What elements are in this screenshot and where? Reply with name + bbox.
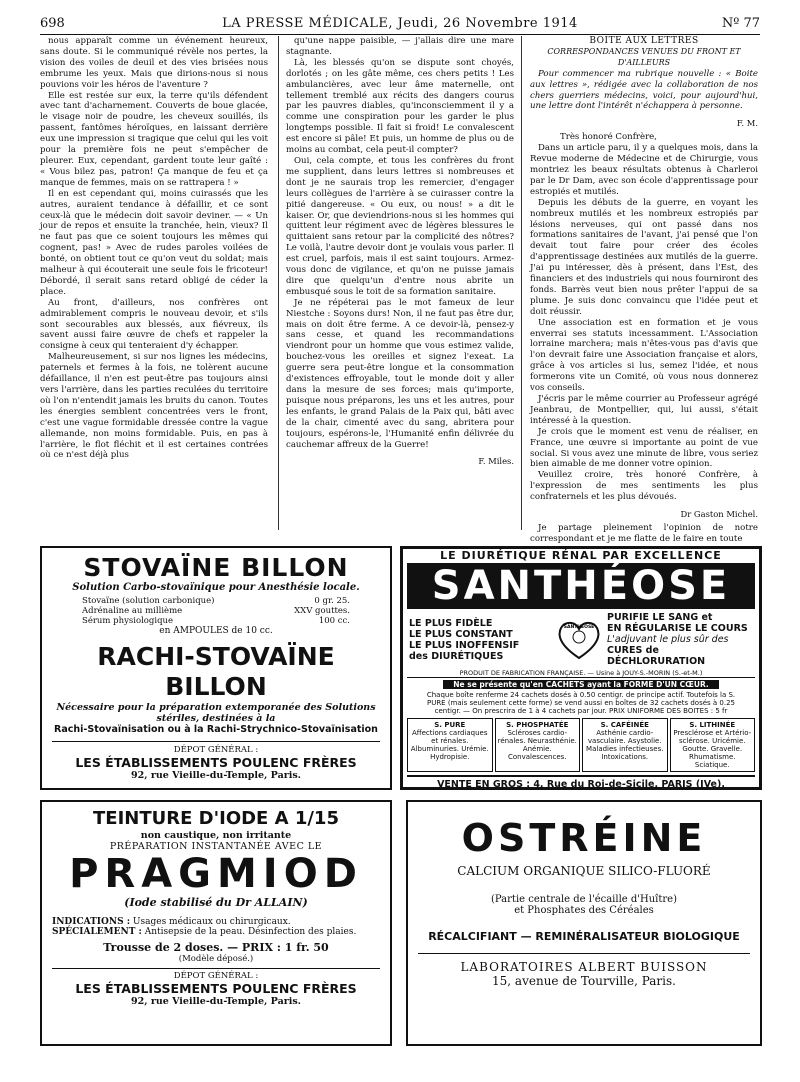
- section-subheading: CORRESPONDANCES VENUES DU FRONT ET D'AILLEURS: [547, 46, 741, 67]
- paragraph: Je ne répéterai pas le mot fameux de leur Niestche : Soyons durs! Non, il ne faut pas être dur, mais on doit être ferme. A ce devoir-là, pensez-y sans cesse, et quand les recommandations viendront pour un homme que vous estimez valide, bouchez-vous les oreilles et signez l'exeat. La guerre sera peut-être longue et la consommation d'existences effroyable, tout le monde doit y aller dans la mesure de ses forces; mais qu'importe, puisque nous préparons, les uns et les autres, pour les enfants, le grand Palais de la Paix qui, bâti avec de la chair, cimenté avec du sang, abritera pour toujours, espérons-le, l'Humanité enfin délivrée du cauchemar affreux de la Guerre!: [286, 297, 514, 450]
- ad-top-line: LE DIURÉTIQUE RÉNAL PAR EXCELLENCE: [440, 549, 722, 562]
- letter-signature: Dr Gaston Michel.: [680, 509, 758, 520]
- ad-brand-name: PRAGMIOD: [69, 851, 363, 897]
- header-rule: [40, 34, 760, 35]
- depot-label: DÉPOT GÉNÉRAL :: [173, 971, 259, 981]
- composition-line-2: et Phosphates des Céréales: [514, 905, 654, 916]
- author-signature: F. Miles.: [478, 456, 514, 467]
- claims-row: [409, 612, 753, 667]
- specially-text: Antisepsie de la peau. Désinfection des plaies.: [144, 927, 357, 937]
- indications-text: Usages médicaux ou chirurgicaux.: [132, 917, 291, 927]
- ad-stovaine-billon: [40, 546, 392, 790]
- laboratory-name: LABORATOIRES ALBERT BUISSON: [460, 960, 708, 974]
- section-heading: BOITE AUX LETTRES: [589, 36, 699, 46]
- company-address: 92, rue Vieille-du-Temple, Paris.: [131, 770, 301, 781]
- ad-description: Nécessaire pour la préparation extemporanée des Solutions stériles, destinées à la: [56, 702, 376, 724]
- variant-box: S. PURE Affections cardiaques et rénales. Albuminuries. Urémie. Hydropisie.: [407, 718, 493, 772]
- paragraph: Dans un article paru, il y a quelques mois, dans la Revue moderne de Médecine et de Chirurgie, vous montriez les beaux résultats obtenus à Charleroi par le Dr Dam, avec son école d'apprentissage pour estropiés et mutilés.: [530, 143, 758, 197]
- formula-row: Adrénaline au millième XXV gouttes.: [82, 606, 350, 616]
- paragraph: Elle est restée sur eux, la terre qu'ils défendent avec tant d'acharnement. Couverts de boue glacée, le visage noir de poudre, les cheveux souillés, ils passent, fantômes héroïques, en laissant derrière eux une impression si tragique que celui qui les voit pour la première fois ne peut s'empêcher de pleurer. Eux, cependant, gardent toute leur gaîté : « Vous bilez pas, patron! Ça manque de feu et ça manque de femmes, mais on se rattrapera ! »: [40, 90, 268, 188]
- ad-brand-name: SANTHÉOSE: [407, 563, 755, 609]
- ad-tagline: RÉCALCIFIANT — REMINÉRALISATEUR BIOLOGIQUE: [428, 930, 740, 943]
- salutation: Très honoré Confrère,: [560, 132, 657, 143]
- paragraph: Je crois que le moment est venu de réaliser, en France, une œuvre si importante au point de vue social. Si vous avez une minute de libre, vous seriez bien aimable de me donner votre opinion.: [530, 426, 758, 470]
- page-header: [40, 12, 760, 34]
- claim: LE PLUS CONSTANT: [409, 628, 513, 640]
- ad-title: STOVAÏNE BILLON: [83, 553, 349, 582]
- paragraph: Une association est en formation et je vous enverrai ses statuts incessamment. L'Association lorraine marchera; mais n'êtes-vous pas d'avis que l'on devrait faire une Association française et alors, grâce à vos articles si lus, semez l'idée, et nous formerons vite un Comité, où vous nous donnerez vos conseils.: [530, 317, 758, 394]
- ad-title: TEINTURE D'IODE A 1/15: [93, 808, 339, 829]
- preparation-line: PRÉPARATION INSTANTANÉE AVEC LE: [109, 841, 323, 852]
- indications-label: INDICATIONS :: [52, 917, 131, 927]
- formula-table: [82, 596, 350, 626]
- ad-pragmiod: [40, 800, 392, 1046]
- claims-left: [409, 618, 555, 662]
- claim: des DIURÉTIQUES: [409, 650, 504, 662]
- seal-text: SANTHÉOSE: [563, 624, 595, 630]
- ad-subtitle: CALCIUM ORGANIQUE SILICO-FLUORÉ: [457, 864, 711, 878]
- brand-note: (Iode stabilisé du Dr ALLAIN): [124, 896, 308, 909]
- claim: L'adjuvant le plus sûr des: [607, 634, 729, 645]
- claim: LE PLUS FIDÈLE: [409, 617, 493, 629]
- issue-number: Nº 77: [721, 16, 760, 31]
- paragraph: Malheureusement, si sur nos lignes les médecins, paternels et fermes à la fois, ne tolèrent aucune défaillance, il n'en est peut-être pas toujours ainsi vers l'arrière, dans les parties reculées du territoire où l'on n'entendit jamais les bruits du canon. Toutes les énergies semblent concentrées vers le front, c'est une vague formidable dressée contre la vague allemande, non moins formidable. Puis, en pas à l'arrière, le flot fléchit et il est certaines contrées où ce n'est déjà plus: [40, 352, 268, 461]
- masthead-title: LA PRESSE MÉDICALE, Jeudi, 26 Novembre 1914: [222, 16, 578, 31]
- paragraph: nous apparaît comme un événement heureux, sans doute. Si le communiqué révèle nos pertes, la vision des voiles de deuil et des vies brisées nous embrume les yeux. Mais que dirions-nous si nous pouvions voir les héros de l'aventure ?: [40, 36, 268, 90]
- variant-box: S. CAFÉINÉE Asthénie cardio-vasculaire. Asystolie. Maladies infectieuses. Intoxications.: [582, 718, 668, 772]
- formula-row: Stovaïne (solution carbonique) 0 gr. 25.: [82, 596, 350, 606]
- ad-ostreine: [406, 800, 762, 1046]
- ad-subtitle: non caustique, non irritante: [140, 830, 292, 841]
- variant-box: S. PHOSPHATÉE Scléroses cardio-rénales. Neurasthénie. Anémie. Convalescences.: [495, 718, 581, 772]
- company-address: 92, rue Vieille-du-Temple, Paris.: [131, 996, 301, 1007]
- article-column-2: [286, 36, 514, 530]
- article-column-3: [530, 36, 758, 544]
- paragraph: Oui, cela compte, et tous les confrères du front me supplient, dans leurs lettres si nombreuses et dont je ne saurais trop les remercier, d'engager leurs collègues de l'arrière à se cuirasser contre la pitié dangereuse. « Ou eux, ou nous! » a dit le kaiser. Or, que deviendrions-nous si les hommes qui quittent leur régiment avec de légères blessures le quittaient sans retour par la complicité des nôtres? Le voilà, l'autre devoir dont je voulais vous parler. Il est cruel, parfois, mais il est saint toujours. Armez-vous donc de vigilance, et qu'on ne puisse jamais dire que quelqu'un d'entre nous abrite un embusqué sous le toit de sa formation sanitaire.: [286, 155, 514, 297]
- ad-brand-name: OSTRÉINE: [461, 816, 707, 860]
- company-name: LES ÉTABLISSEMENTS POULENC FRÈRES: [75, 981, 357, 996]
- variant-boxes: [407, 718, 755, 772]
- ampoules-note: en AMPOULES de 10 cc.: [159, 626, 273, 636]
- intro-paragraph: Pour commencer ma rubrique nouvelle : « Boite aux lettres », rédigée avec la collaboration de nos chers guerriers médecins, voici, pour aujourd'hui, une lettre dont l'intérêt n'échappera à personne.: [530, 68, 758, 112]
- formula-row: Sérum physiologique 100 cc.: [82, 616, 350, 626]
- paragraph: Là, les blessés qu'on se dispute sont choyés, dorlotés ; on les gâte même, ces chers petits ! Les ambulancières, avec leur âme maternelle, ont tellement tremblé aux récits des dangers courus par les pauvres diables, qu'inconsciemment il y a comme une conspiration pour les garder le plus longtemps possible. Il fait si froid! Le convalescent est encore si pâle! Et puis, un homme de plus ou de moins au combat, cela peut-il compter?: [286, 57, 514, 156]
- wholesale-address: VENTE EN GROS : 4, Rue du Roi-de-Sicile, PARIS (IVe).: [407, 775, 755, 790]
- paragraph: J'écris par le même courrier au Professeur agrégé Jeanbrau, de Montpellier, qui, lui aussi, s'était intéressé à la question.: [530, 394, 758, 426]
- indications: [52, 917, 380, 927]
- claim: EN RÉGULARISE LE COURS: [607, 623, 748, 634]
- depot-label: DÉPOT GÉNÉRAL :: [173, 745, 259, 755]
- variant-box: S. LITHINÉE Presclérose et Artério-sclérose. Uricémie. Goutte. Gravelle. Rhumatisme. Sciatique.: [670, 718, 756, 772]
- paragraph: Veuillez croire, très honoré Confrère, à l'expression de mes sentiments les plus confraternels et les plus dévoués.: [530, 470, 758, 503]
- model-note: (Modèle déposé.): [178, 954, 254, 964]
- price-line: Trousse de 2 doses. — PRIX : 1 fr. 50: [103, 941, 329, 954]
- paragraph: Il en est cependant qui, moins cuirassés que les autres, auraient tendance à défaillir, et ce sont ceux-là que le médecin doit savoir deviner. — « Un jour de repos et ensuite la tranchée, hein, vieux? Il ne faut pas que ce soient toujours les mêmes qui cognent, pas! » Avec de rudes paroles voilées de bonté, on obtient tout ce qu'on veut du soldat; mais malheur à qui écouterait une seule fois le fricoteur! Débordé, il serait sans retard obligé de céder la place.: [40, 188, 268, 297]
- claims-right: [603, 612, 753, 667]
- form-notice: Ne se présente qu'en CACHETS ayant la FORME D'UN CŒUR.: [443, 680, 719, 689]
- column-divider: [278, 36, 279, 530]
- ad-santheose: [400, 546, 762, 790]
- paragraph: Au front, d'ailleurs, nos confrères ont admirablement compris le nouveau devoir, et s'ils sont secourables aux blessés, aux fiévreux, ils savent aussi faire œuvre de chefs et rappeler la consigne à ceux qui tenteraient d'y échapper.: [40, 297, 268, 352]
- laboratory-address: 15, avenue de Tourville, Paris.: [492, 974, 676, 988]
- dosage-notice: Chaque boîte renferme 24 cachets dosés à 0.50 centigr. de principe actif. Toutefois la S. PURE (mais seulement cette forme) se vend aussi en boîtes de 32 cachets dosés à 0.25 centigr. — On prescrira de 1 à 4 cachets par jour. PRIX UNIFORME DES BOITES : 5 fr: [426, 691, 736, 715]
- paragraph: qu'une nappe paisible, — j'allais dire une mare stagnante.: [286, 36, 514, 57]
- ad-title-2: RACHI-STOVAÏNE BILLON: [97, 642, 335, 701]
- intro-signature: F. M.: [736, 118, 758, 129]
- ad-description-2: Rachi-Stovaïnisation ou à la Rachi-Strychnico-Stovaïnisation: [54, 724, 378, 735]
- specially: [52, 927, 380, 937]
- composition-line: (Partie centrale de l'écaille d'Huître): [491, 894, 677, 905]
- paragraph: Depuis les débuts de la guerre, en voyant les nombreux mutilés et les nombreux estropiés par lésions nerveuses, qui ont passé dans nos formations sanitaires de l'avant, j'ai pensé que l'on devait tout faire pour créer des écoles d'apprentissage destinées aux mutilés de la guerre. J'ai pu intéresser, dès à présent, dans l'Est, des financiers et des industriels qui nous fourniront des fonds. Barrès veut bien nous prêter l'appui de sa plume. Je suis donc convaincu que l'idée peut et doit réussir.: [530, 197, 758, 317]
- claim: LE PLUS INOFFENSIF: [409, 639, 520, 651]
- specially-label: SPÉCIALEMENT :: [52, 927, 142, 937]
- column-divider: [521, 36, 522, 530]
- article-column-1: [40, 36, 268, 530]
- company-name: LES ÉTABLISSEMENTS POULENC FRÈRES: [75, 755, 357, 770]
- claim: PURIFIE LE SANG et: [607, 612, 713, 623]
- paragraph: Je partage pleinement l'opinion de notre correspondant et je me flatte de le faire en toute: [530, 522, 758, 544]
- production-note: PRODUIT DE FABRICATION FRANÇAISE. — Usine à JOUY-S.-MORIN (S.-et-M.): [407, 669, 755, 678]
- heart-seal-icon: [555, 618, 603, 662]
- ad-subtitle: Solution Carbo-stovaïnique pour Anesthésie locale.: [72, 582, 360, 593]
- claim: CURES de DÉCHLORURATION: [607, 645, 706, 667]
- page-number: 698: [40, 16, 65, 31]
